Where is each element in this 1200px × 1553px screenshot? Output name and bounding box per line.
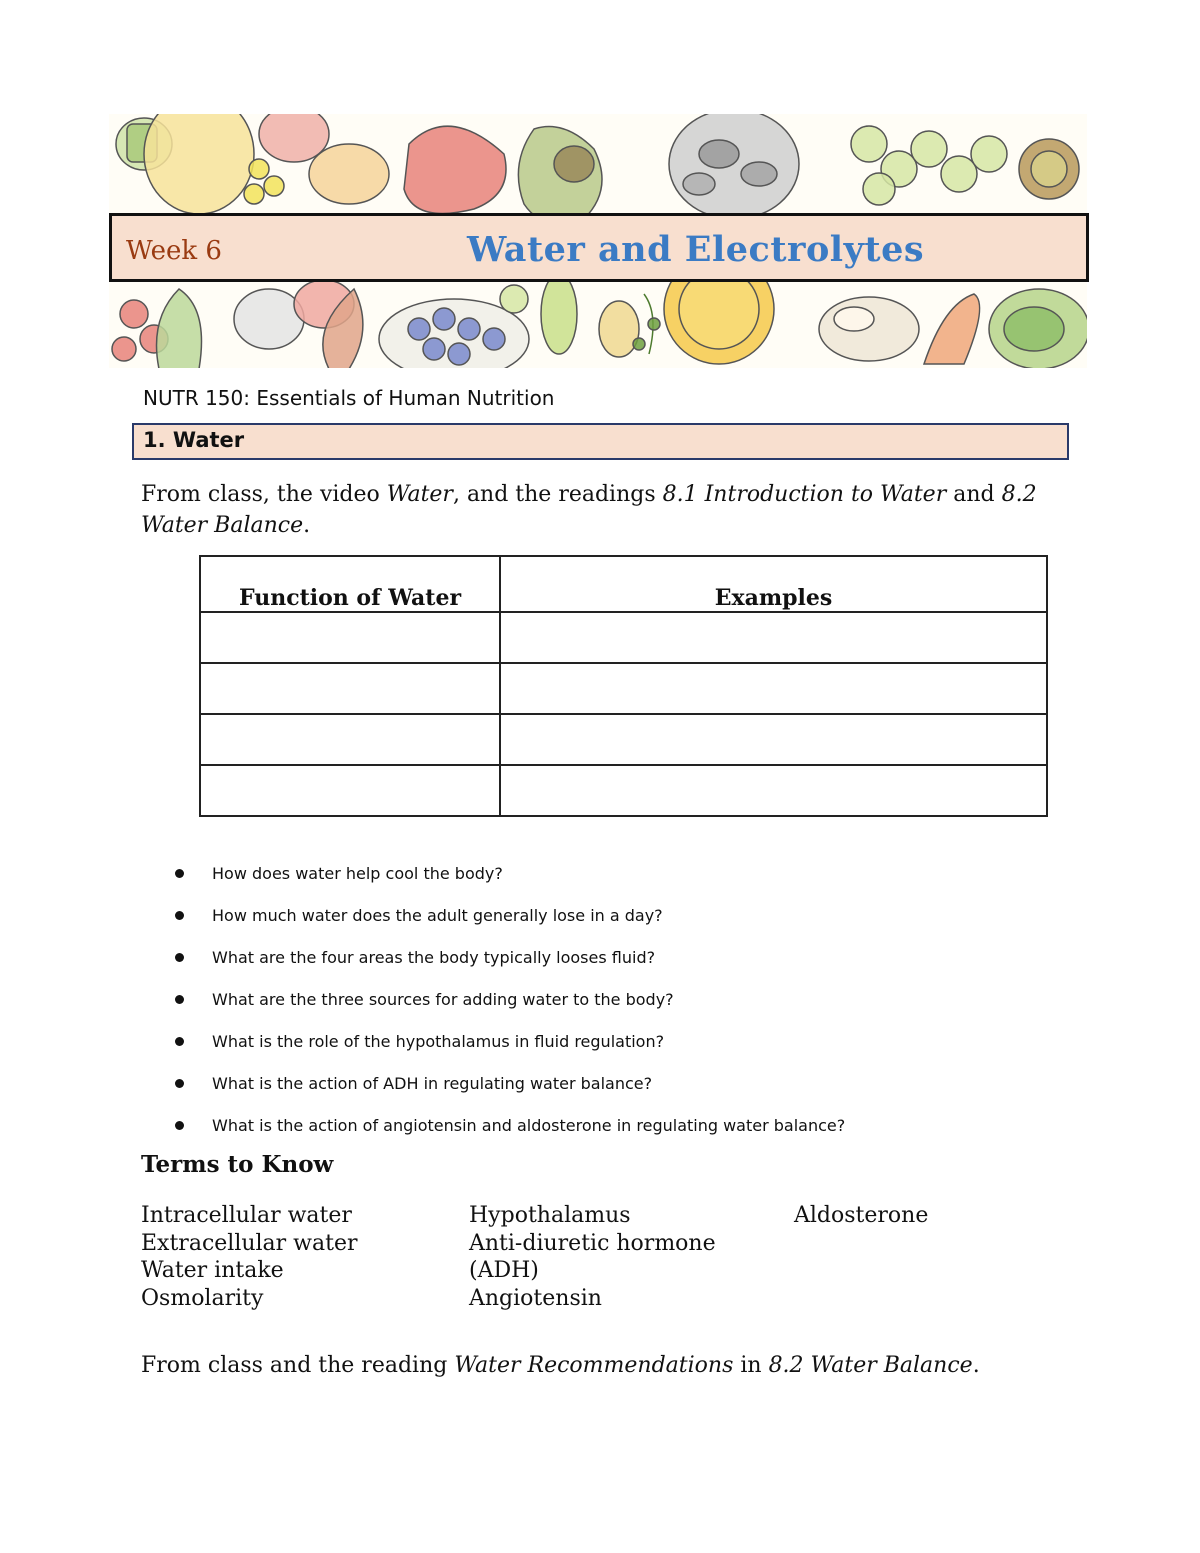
question-item: What are the three sources for adding water to the body? [172,988,845,1030]
question-item: What is the action of angiotensin and aldosterone in regulating water balance? [172,1114,845,1156]
video-title: Water [386,482,453,507]
question-item: How much water does the adult generally lose in a day? [172,904,845,946]
examples-cell[interactable] [500,714,1047,765]
intro-text-3: and [946,482,1002,507]
title-banner [109,213,1089,282]
function-cell[interactable] [200,663,500,714]
intro-text-1: From class, the video [141,482,387,507]
question-item: How does water help cool the body? [172,862,845,904]
page-title: Water and Electrolytes [467,229,925,270]
closing-reading-title-2: 8.2 Water Balance [768,1353,973,1378]
intro-paragraph [141,479,1081,541]
question-item: What is the role of the hypothalamus in fluid regulation? [172,1030,845,1072]
function-of-water-table [199,555,1048,817]
closing-text-3: . [972,1353,980,1378]
section-title: 1. Water [143,428,245,452]
terms-heading: Terms to Know [141,1151,334,1178]
term: Intracellular water [141,1203,352,1228]
term: Hypothalamus [469,1203,631,1228]
table-row [200,714,1047,765]
section-header [132,423,1069,460]
term: Extracellular water [141,1230,358,1256]
examples-cell[interactable] [500,765,1047,816]
closing-reading-title: Water Recommendations [454,1353,734,1378]
column-header-examples: Examples [500,556,1047,612]
terms-column-1 [141,1202,358,1312]
function-cell[interactable] [200,714,500,765]
question-item: What are the four areas the body typically looses fluid? [172,946,845,988]
closing-paragraph [141,1353,980,1378]
table-header-row [200,556,1047,612]
term: Aldosterone [794,1203,929,1228]
function-cell[interactable] [200,765,500,816]
term: Anti-diuretic hormone [469,1230,716,1256]
term: Osmolarity [141,1285,264,1311]
course-name: NUTR 150: Essentials of Human Nutrition [143,386,555,410]
function-cell[interactable] [200,612,500,663]
term: (ADH) [469,1258,539,1283]
table-row [200,612,1047,663]
table-row [200,663,1047,714]
term: Water intake [141,1258,284,1283]
week-label: Week 6 [126,236,222,266]
intro-text-4: . [303,513,311,538]
column-header-function: Function of Water [200,556,500,612]
terms-column-2 [469,1202,716,1312]
examples-cell[interactable] [500,663,1047,714]
closing-text-1: From class and the reading [141,1353,455,1378]
terms-column-3 [794,1202,928,1230]
reading-title-1: 8.1 Introduction to Water [662,482,947,507]
question-item: What is the action of ADH in regulating water balance? [172,1072,845,1114]
examples-cell[interactable] [500,612,1047,663]
table-row [200,765,1047,816]
intro-text-2: , and the readings [452,482,663,507]
closing-text-2: in [733,1353,769,1378]
reading-title-2: 8.2 Water Balance [141,482,1037,538]
term: Angiotensin [469,1285,602,1311]
question-list [172,862,845,1156]
